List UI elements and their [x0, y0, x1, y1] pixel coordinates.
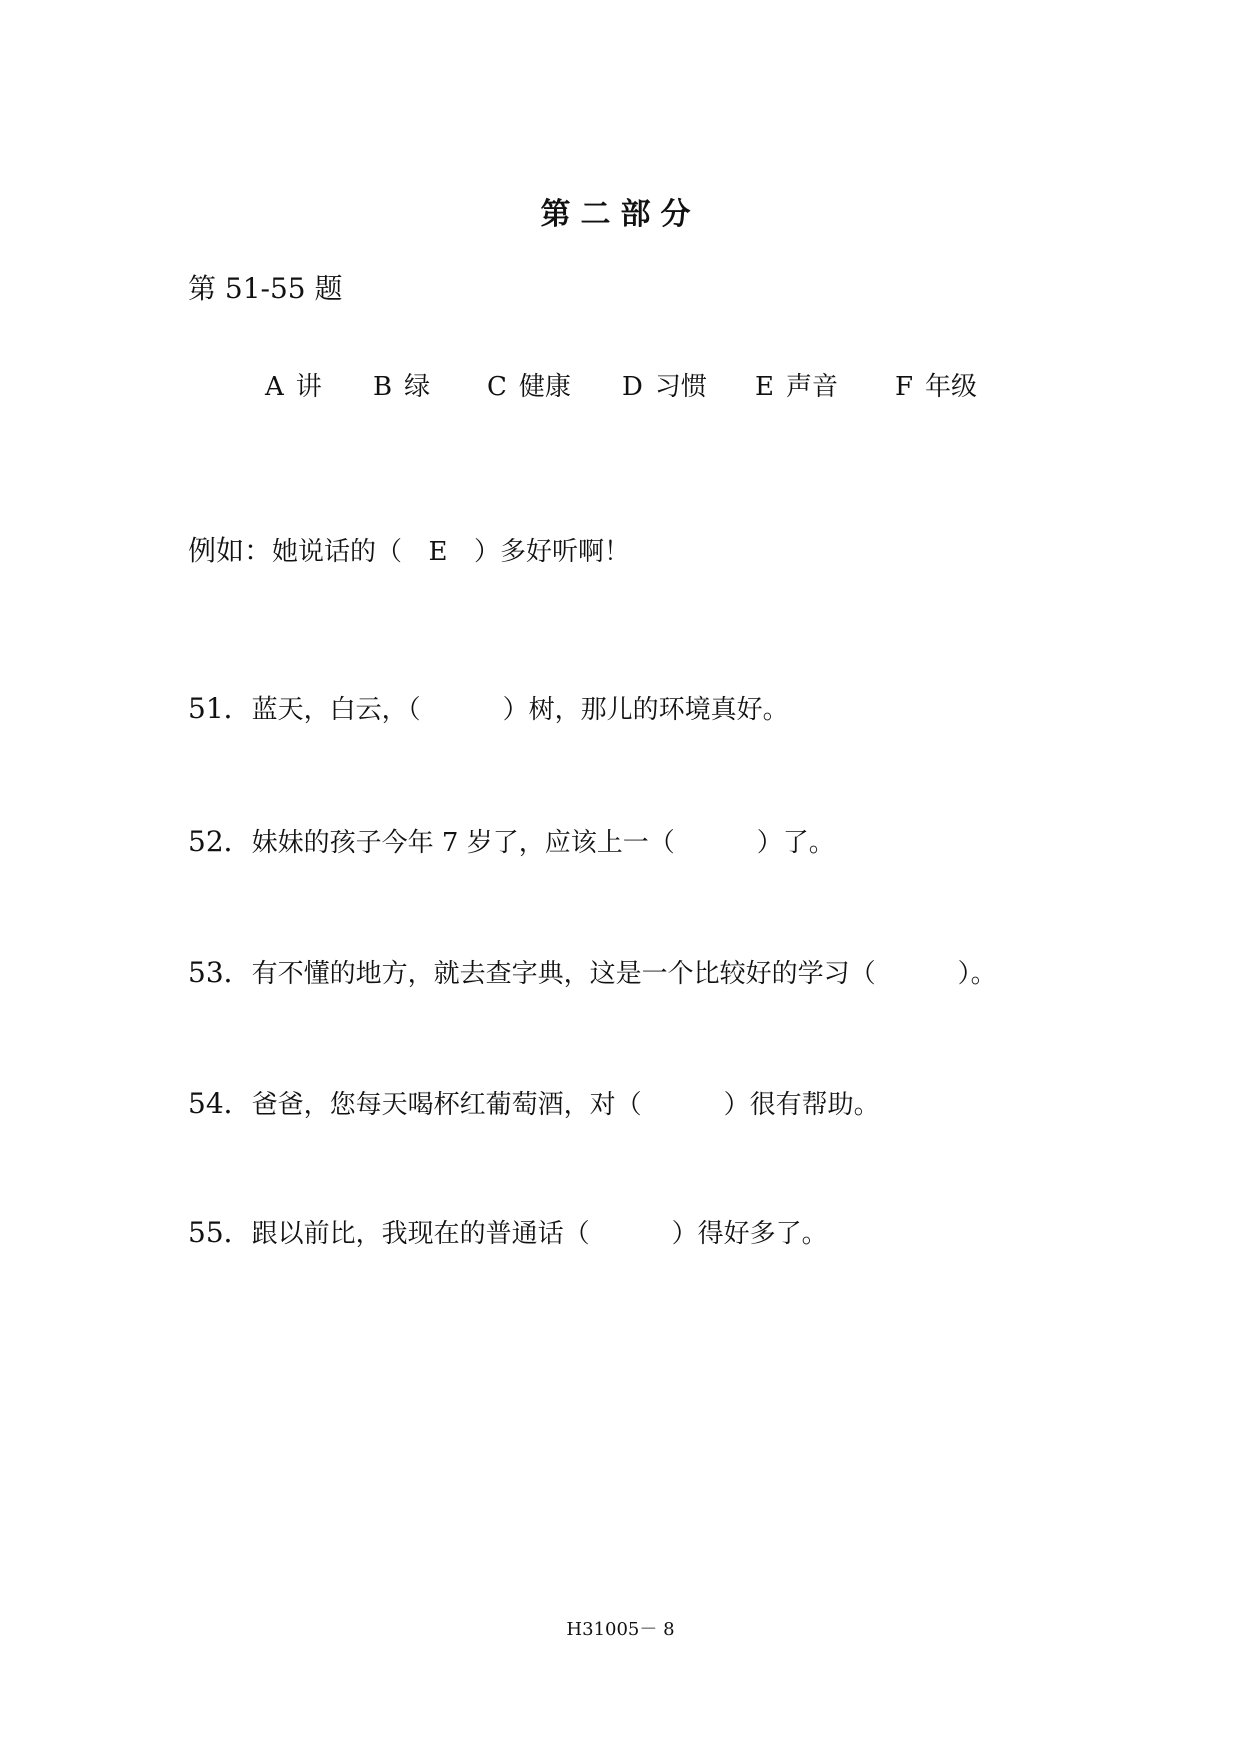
example-prefix: 例如： [188, 534, 273, 567]
question-text-after: ）树，那儿的环境真好。 [502, 695, 789, 725]
question-text-before: 蓝天，白云，（ [251, 695, 421, 725]
option-b [373, 362, 430, 412]
question-51 [188, 684, 789, 735]
question-number: 52． [188, 825, 252, 858]
option-word: 习惯 [654, 372, 707, 402]
option-letter: C [487, 372, 507, 402]
question-number: 53． [188, 956, 252, 989]
question-text-after: ）很有帮助。 [723, 1090, 880, 1120]
option-word: 年级 [925, 372, 978, 402]
example-text-after: ）多好听啊！ [474, 537, 631, 567]
question-text-after: ）得好多了。 [671, 1219, 828, 1249]
question-number: 54． [188, 1087, 252, 1120]
question-55 [188, 1208, 828, 1259]
section-heading: 第 51-55 题 [188, 272, 343, 305]
page-title: 第二部分 [540, 197, 701, 232]
question-text-before: 跟以前比，我现在的普通话（ [251, 1219, 590, 1249]
option-letter: E [755, 372, 774, 402]
page-footer: H31005－ 8 [566, 1619, 675, 1640]
option-letter: F [895, 372, 914, 402]
option-f [895, 362, 977, 412]
option-word: 绿 [404, 372, 431, 402]
question-text-after: ）了。 [756, 828, 835, 858]
question-53 [188, 948, 997, 999]
option-a [265, 362, 322, 412]
option-letter: B [373, 372, 393, 402]
example-sentence [188, 526, 630, 577]
question-text-before: 妹妹的孩子今年 7 岁了，应该上一（ [251, 828, 675, 858]
option-letter: A [265, 372, 284, 402]
question-text-before: 有不懂的地方，就去查字典，这是一个比较好的学习（ [251, 959, 876, 989]
question-52 [188, 817, 835, 868]
option-word: 讲 [295, 372, 322, 402]
example-answer: E [428, 537, 448, 567]
option-word: 健康 [518, 372, 571, 402]
question-text-after: ）。 [957, 959, 997, 989]
option-c [487, 362, 571, 412]
question-54 [188, 1079, 880, 1130]
question-number: 55． [188, 1216, 252, 1249]
question-text-before: 爸爸，您每天喝杯红葡萄酒，对（ [251, 1090, 642, 1120]
option-word: 声音 [785, 372, 838, 402]
option-e [755, 362, 838, 412]
question-number: 51． [188, 692, 252, 725]
example-text-before: 她说话的（ [272, 537, 403, 567]
option-d [622, 362, 707, 412]
option-letter: D [622, 372, 643, 402]
